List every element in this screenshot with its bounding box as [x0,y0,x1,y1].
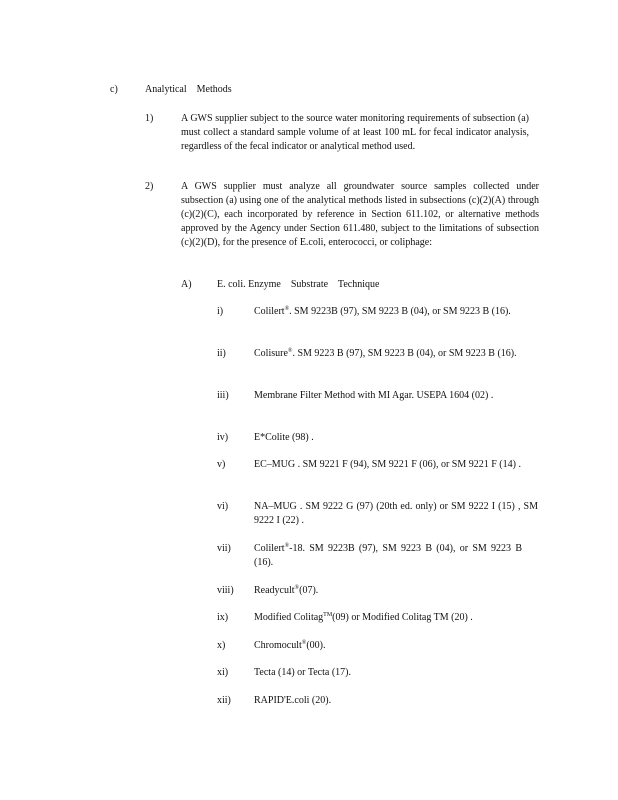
method-label: viii) [217,585,234,596]
item-text: A GWS supplier subject to the source water monitoring requirements of subsection (a) must collect a standard sample volume of at least 100 mL for fecal indicator analysis, regardless of the fecal indicator or analytical method used. [181,113,529,152]
item-text: A GWS supplier must analyze all groundwater source samples collected under subsection (a) using one of the analytical methods listed in subsections (c)(2)(A) through (c)(2)(C), each incorporated by reference in Section 611.102, or alternative methods approved by the Agency under Section 611.480, subject to the limitations of subsection (c)(2)(D), for the presence of E.coli, enterococci, or coliphage: [181,181,539,248]
method-text: Colisure®. SM 9223 B (97), SM 9223 B (04), or SM 9223 B (16). [254,348,517,359]
method-text: Readycult®(07). [254,585,319,596]
method-label: xii) [217,695,231,706]
subsection-title: E. coli. Enzyme Substrate Technique [217,279,380,290]
method-label: iv) [217,432,229,443]
method-label: v) [217,459,226,470]
item-label: 1) [145,113,154,124]
method-text: Chromocult®(00). [254,640,326,651]
method-label: x) [217,640,226,651]
method-label: vii) [217,543,231,554]
method-text: Modified Colitag™(09) or Modified Colitag TM (20) . [254,612,473,623]
method-text: Colilert®. SM 9223B (97), SM 9223 B (04), or SM 9223 B (16). [254,306,511,317]
item-label: 2) [145,181,154,192]
method-text: RAPID'E.coli (20). [254,695,332,706]
method-label: xi) [217,667,229,678]
method-label: vi) [217,501,229,512]
subsection-label: A) [181,279,192,290]
method-text: E*Colite (98) . [254,432,314,443]
section-label: c) [110,84,118,95]
method-label: iii) [217,390,229,401]
method-label: ix) [217,612,229,623]
method-text: EC–MUG . SM 9221 F (94), SM 9221 F (06), or SM 9221 F (14) . [254,459,521,470]
method-text: Membrane Filter Method with MI Agar. USEPA 1604 (02) . [254,390,494,401]
method-text: Colilert®-18. SM 9223B (97), SM 9223 B (04), or SM 9223 B (16). [254,543,522,568]
method-text: NA–MUG . SM 9222 G (97) (20th ed. only) or SM 9222 I (15) , SM 9222 I (22) . [254,501,538,526]
section-title: Analytical Methods [145,84,232,95]
method-label: i) [217,306,224,317]
method-text: Tecta (14) or Tecta (17). [254,667,351,678]
method-label: ii) [217,348,226,359]
